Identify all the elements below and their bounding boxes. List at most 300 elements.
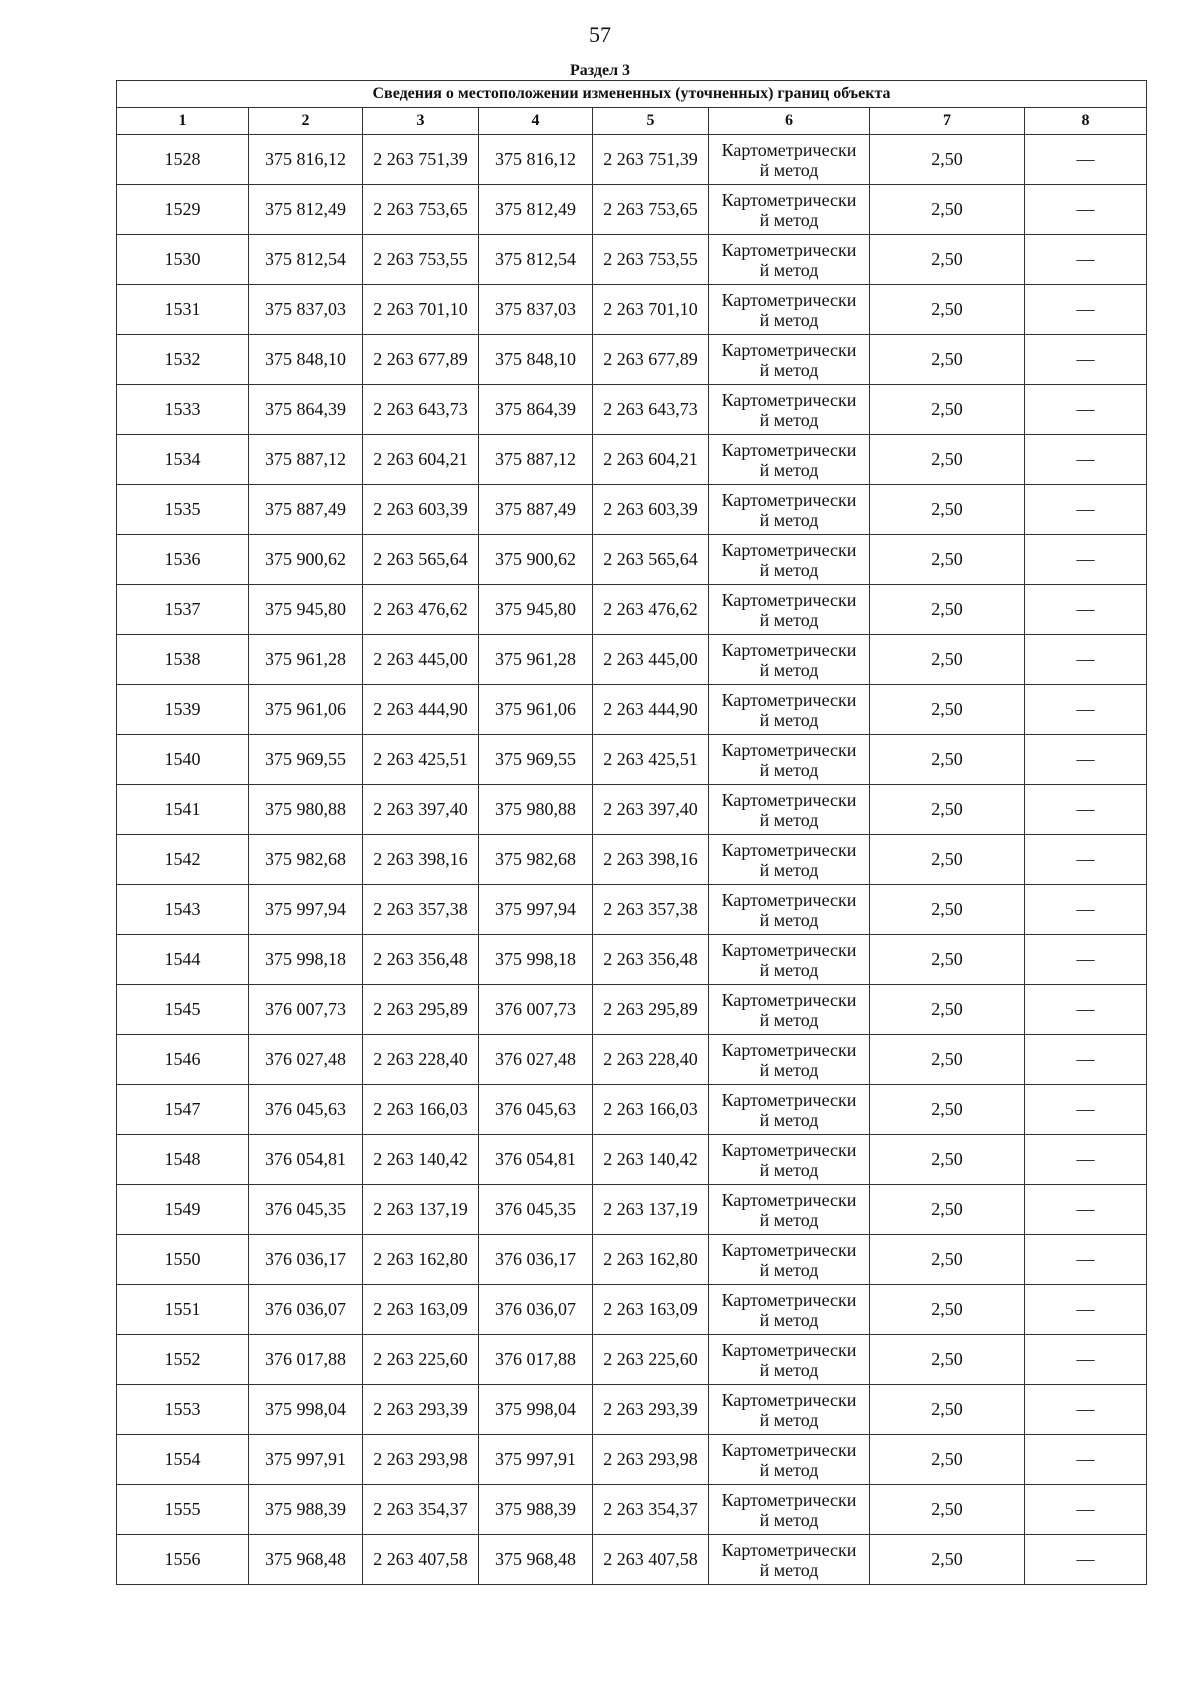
point-id-cell: 1535 (117, 485, 249, 535)
x-new-cell: 376 036,07 (479, 1285, 593, 1335)
method-cell (709, 1485, 870, 1535)
y-old-cell: 2 263 228,40 (363, 1035, 479, 1085)
x-new-cell: 375 812,49 (479, 185, 593, 235)
x-new-cell: 375 848,10 (479, 335, 593, 385)
y-old-cell: 2 263 293,98 (363, 1435, 479, 1485)
note-cell: — (1025, 635, 1147, 685)
y-new-cell: 2 263 753,55 (593, 235, 709, 285)
point-id-cell: 1528 (117, 135, 249, 185)
y-new-cell: 2 263 751,39 (593, 135, 709, 185)
x-new-cell: 375 980,88 (479, 785, 593, 835)
point-id-cell: 1533 (117, 385, 249, 435)
method-cell (709, 1335, 870, 1385)
table-caption: Сведения о местоположении измененных (уточненных) границ объекта (117, 81, 1147, 108)
y-new-cell: 2 263 425,51 (593, 735, 709, 785)
column-number-row (117, 108, 1147, 135)
x-new-cell: 375 864,39 (479, 385, 593, 435)
section-title: Раздел 3 (569, 62, 631, 79)
accuracy-cell: 2,50 (870, 1385, 1025, 1435)
method-text: Картометрически (721, 1339, 857, 1360)
table-row (117, 485, 1147, 535)
method-text: Картометрически (721, 689, 857, 710)
x-old-cell: 375 945,80 (249, 585, 363, 635)
x-old-cell: 375 997,91 (249, 1435, 363, 1485)
y-old-cell: 2 263 751,39 (363, 135, 479, 185)
column-number-4: 4 (479, 108, 593, 135)
y-new-cell: 2 263 293,98 (593, 1435, 709, 1485)
y-new-cell: 2 263 356,48 (593, 935, 709, 985)
method-cell (709, 1135, 870, 1185)
table-row (117, 335, 1147, 385)
y-old-cell: 2 263 565,64 (363, 535, 479, 585)
note-cell: — (1025, 135, 1147, 185)
x-old-cell: 376 036,07 (249, 1285, 363, 1335)
table-row (117, 1285, 1147, 1335)
x-new-cell: 376 027,48 (479, 1035, 593, 1085)
x-new-cell: 376 017,88 (479, 1335, 593, 1385)
method-text: Картометрически (721, 1089, 857, 1110)
y-new-cell: 2 263 444,90 (593, 685, 709, 735)
accuracy-cell: 2,50 (870, 1135, 1025, 1185)
method-text: Картометрически (721, 339, 857, 360)
x-new-cell: 375 998,18 (479, 935, 593, 985)
x-old-cell: 375 848,10 (249, 335, 363, 385)
x-old-cell: 375 998,18 (249, 935, 363, 985)
x-old-cell: 375 837,03 (249, 285, 363, 335)
point-id-cell: 1556 (117, 1535, 249, 1585)
accuracy-cell: 2,50 (870, 1485, 1025, 1535)
accuracy-cell: 2,50 (870, 485, 1025, 535)
method-text: й метод (759, 309, 819, 330)
method-text: Картометрически (721, 1289, 857, 1310)
y-new-cell: 2 263 407,58 (593, 1535, 709, 1585)
coordinates-table (116, 80, 1147, 1585)
x-old-cell: 375 812,49 (249, 185, 363, 235)
y-new-cell: 2 263 163,09 (593, 1285, 709, 1335)
note-cell: — (1025, 485, 1147, 535)
y-old-cell: 2 263 293,39 (363, 1385, 479, 1435)
method-text: й метод (759, 1259, 819, 1280)
note-cell: — (1025, 985, 1147, 1035)
method-text: Картометрически (721, 389, 857, 410)
y-new-cell: 2 263 166,03 (593, 1085, 709, 1135)
x-new-cell: 376 007,73 (479, 985, 593, 1035)
x-new-cell: 375 968,48 (479, 1535, 593, 1585)
y-old-cell: 2 263 354,37 (363, 1485, 479, 1535)
table-row (117, 785, 1147, 835)
accuracy-cell: 2,50 (870, 1535, 1025, 1585)
note-cell: — (1025, 585, 1147, 635)
table-row (117, 1385, 1147, 1435)
x-old-cell: 375 900,62 (249, 535, 363, 585)
y-new-cell: 2 263 398,16 (593, 835, 709, 885)
point-id-cell: 1554 (117, 1435, 249, 1485)
table-row (117, 1185, 1147, 1235)
x-new-cell: 375 961,06 (479, 685, 593, 735)
x-new-cell: 375 997,94 (479, 885, 593, 935)
method-cell (709, 135, 870, 185)
note-cell: — (1025, 935, 1147, 985)
method-text: й метод (759, 709, 819, 730)
point-id-cell: 1546 (117, 1035, 249, 1085)
accuracy-cell: 2,50 (870, 1085, 1025, 1135)
table-row (117, 685, 1147, 735)
x-new-cell: 375 812,54 (479, 235, 593, 285)
table-row (117, 235, 1147, 285)
x-new-cell: 375 900,62 (479, 535, 593, 585)
method-text: Картометрически (721, 439, 857, 460)
note-cell: — (1025, 1285, 1147, 1335)
method-text: й метод (759, 1209, 819, 1230)
method-cell (709, 635, 870, 685)
x-new-cell: 375 969,55 (479, 735, 593, 785)
method-text: Картометрически (721, 1139, 857, 1160)
y-old-cell: 2 263 604,21 (363, 435, 479, 485)
method-text: й метод (759, 1459, 819, 1480)
x-new-cell: 375 998,04 (479, 1385, 593, 1435)
y-new-cell: 2 263 604,21 (593, 435, 709, 485)
y-old-cell: 2 263 701,10 (363, 285, 479, 335)
method-text: й метод (759, 559, 819, 580)
accuracy-cell: 2,50 (870, 985, 1025, 1035)
table-row (117, 285, 1147, 335)
y-new-cell: 2 263 354,37 (593, 1485, 709, 1535)
y-new-cell: 2 263 357,38 (593, 885, 709, 935)
method-text: й метод (759, 259, 819, 280)
method-text: й метод (759, 1409, 819, 1430)
x-old-cell: 375 968,48 (249, 1535, 363, 1585)
y-old-cell: 2 263 476,62 (363, 585, 479, 635)
y-new-cell: 2 263 476,62 (593, 585, 709, 635)
table-row (117, 835, 1147, 885)
note-cell: — (1025, 435, 1147, 485)
y-new-cell: 2 263 140,42 (593, 1135, 709, 1185)
y-old-cell: 2 263 162,80 (363, 1235, 479, 1285)
x-old-cell: 376 007,73 (249, 985, 363, 1035)
point-id-cell: 1553 (117, 1385, 249, 1435)
method-text: й метод (759, 1009, 819, 1030)
method-text: Картометрически (721, 889, 857, 910)
point-id-cell: 1531 (117, 285, 249, 335)
y-old-cell: 2 263 225,60 (363, 1335, 479, 1385)
method-text: Картометрически (721, 789, 857, 810)
column-number-1: 1 (117, 108, 249, 135)
method-cell (709, 585, 870, 635)
column-number-2: 2 (249, 108, 363, 135)
method-text: й метод (759, 209, 819, 230)
method-text: й метод (759, 1109, 819, 1130)
x-new-cell: 375 945,80 (479, 585, 593, 635)
table-row (117, 735, 1147, 785)
method-text: й метод (759, 1509, 819, 1530)
table-row (117, 1135, 1147, 1185)
note-cell: — (1025, 1435, 1147, 1485)
accuracy-cell: 2,50 (870, 385, 1025, 435)
x-old-cell: 375 969,55 (249, 735, 363, 785)
table-row (117, 635, 1147, 685)
x-old-cell: 376 017,88 (249, 1335, 363, 1385)
y-old-cell: 2 263 295,89 (363, 985, 479, 1035)
method-text: Картометрически (721, 739, 857, 760)
method-text: Картометрически (721, 1189, 857, 1210)
method-text: Картометрически (721, 1239, 857, 1260)
note-cell: — (1025, 1085, 1147, 1135)
point-id-cell: 1540 (117, 735, 249, 785)
note-cell: — (1025, 535, 1147, 585)
table-row (117, 1435, 1147, 1485)
point-id-cell: 1537 (117, 585, 249, 635)
y-new-cell: 2 263 228,40 (593, 1035, 709, 1085)
note-cell: — (1025, 285, 1147, 335)
method-text: й метод (759, 859, 819, 880)
point-id-cell: 1542 (117, 835, 249, 885)
x-old-cell: 375 864,39 (249, 385, 363, 435)
x-old-cell: 375 887,49 (249, 485, 363, 535)
method-cell (709, 685, 870, 735)
table-row (117, 1235, 1147, 1285)
method-text: й метод (759, 509, 819, 530)
method-text: й метод (759, 609, 819, 630)
table-row (117, 385, 1147, 435)
y-old-cell: 2 263 357,38 (363, 885, 479, 935)
x-old-cell: 375 982,68 (249, 835, 363, 885)
table-row (117, 1485, 1147, 1535)
note-cell: — (1025, 235, 1147, 285)
y-new-cell: 2 263 225,60 (593, 1335, 709, 1385)
y-new-cell: 2 263 753,65 (593, 185, 709, 235)
x-new-cell: 375 988,39 (479, 1485, 593, 1535)
method-text: й метод (759, 1559, 819, 1580)
table-row (117, 585, 1147, 635)
table-row (117, 935, 1147, 985)
x-old-cell: 375 998,04 (249, 1385, 363, 1435)
x-old-cell: 375 816,12 (249, 135, 363, 185)
method-cell (709, 385, 870, 435)
method-cell (709, 435, 870, 485)
method-text: й метод (759, 1159, 819, 1180)
x-new-cell: 375 887,12 (479, 435, 593, 485)
y-new-cell: 2 263 293,39 (593, 1385, 709, 1435)
x-old-cell: 375 961,28 (249, 635, 363, 685)
method-cell (709, 335, 870, 385)
y-old-cell: 2 263 444,90 (363, 685, 479, 735)
method-text: Картометрически (721, 989, 857, 1010)
x-new-cell: 375 961,28 (479, 635, 593, 685)
x-new-cell: 375 887,49 (479, 485, 593, 535)
note-cell: — (1025, 1485, 1147, 1535)
x-old-cell: 375 988,39 (249, 1485, 363, 1535)
method-cell (709, 235, 870, 285)
y-old-cell: 2 263 643,73 (363, 385, 479, 435)
accuracy-cell: 2,50 (870, 835, 1025, 885)
y-old-cell: 2 263 445,00 (363, 635, 479, 685)
x-old-cell: 375 980,88 (249, 785, 363, 835)
note-cell: — (1025, 785, 1147, 835)
method-text: й метод (759, 1309, 819, 1330)
y-old-cell: 2 263 603,39 (363, 485, 479, 535)
table-body (117, 135, 1147, 1585)
table-row (117, 885, 1147, 935)
accuracy-cell: 2,50 (870, 1335, 1025, 1385)
x-new-cell: 376 045,35 (479, 1185, 593, 1235)
accuracy-cell: 2,50 (870, 585, 1025, 635)
accuracy-cell: 2,50 (870, 935, 1025, 985)
note-cell: — (1025, 1235, 1147, 1285)
accuracy-cell: 2,50 (870, 1435, 1025, 1485)
note-cell: — (1025, 735, 1147, 785)
x-new-cell: 375 997,91 (479, 1435, 593, 1485)
point-id-cell: 1539 (117, 685, 249, 735)
note-cell: — (1025, 885, 1147, 935)
page-number: 57 (589, 22, 611, 47)
method-cell (709, 185, 870, 235)
note-cell: — (1025, 185, 1147, 235)
accuracy-cell: 2,50 (870, 135, 1025, 185)
y-new-cell: 2 263 677,89 (593, 335, 709, 385)
x-old-cell: 376 027,48 (249, 1035, 363, 1085)
x-old-cell: 375 997,94 (249, 885, 363, 935)
accuracy-cell: 2,50 (870, 785, 1025, 835)
method-cell (709, 735, 870, 785)
y-old-cell: 2 263 398,16 (363, 835, 479, 885)
x-old-cell: 375 812,54 (249, 235, 363, 285)
method-cell (709, 285, 870, 335)
y-old-cell: 2 263 753,65 (363, 185, 479, 235)
note-cell: — (1025, 685, 1147, 735)
method-text: Картометрически (721, 839, 857, 860)
column-number-5: 5 (593, 108, 709, 135)
accuracy-cell: 2,50 (870, 185, 1025, 235)
point-id-cell: 1552 (117, 1335, 249, 1385)
method-cell (709, 1385, 870, 1435)
y-old-cell: 2 263 166,03 (363, 1085, 479, 1135)
note-cell: — (1025, 385, 1147, 435)
method-text: й метод (759, 809, 819, 830)
point-id-cell: 1538 (117, 635, 249, 685)
y-old-cell: 2 263 137,19 (363, 1185, 479, 1235)
x-new-cell: 376 036,17 (479, 1235, 593, 1285)
x-new-cell: 375 982,68 (479, 835, 593, 885)
y-new-cell: 2 263 565,64 (593, 535, 709, 585)
x-old-cell: 376 036,17 (249, 1235, 363, 1285)
method-cell (709, 535, 870, 585)
note-cell: — (1025, 1035, 1147, 1085)
note-cell: — (1025, 1535, 1147, 1585)
point-id-cell: 1547 (117, 1085, 249, 1135)
method-text: Картометрически (721, 1389, 857, 1410)
method-text: Картометрически (721, 639, 857, 660)
x-old-cell: 375 887,12 (249, 435, 363, 485)
method-cell (709, 1435, 870, 1485)
table-row (117, 1335, 1147, 1385)
y-new-cell: 2 263 137,19 (593, 1185, 709, 1235)
y-new-cell: 2 263 295,89 (593, 985, 709, 1035)
point-id-cell: 1555 (117, 1485, 249, 1535)
table-row (117, 185, 1147, 235)
point-id-cell: 1549 (117, 1185, 249, 1235)
table-row (117, 1085, 1147, 1135)
y-old-cell: 2 263 753,55 (363, 235, 479, 285)
method-text: Картометрически (721, 589, 857, 610)
column-number-3: 3 (363, 108, 479, 135)
method-text: й метод (759, 659, 819, 680)
y-old-cell: 2 263 425,51 (363, 735, 479, 785)
note-cell: — (1025, 835, 1147, 885)
method-cell (709, 985, 870, 1035)
table-row (117, 1535, 1147, 1585)
method-cell (709, 1035, 870, 1085)
y-new-cell: 2 263 643,73 (593, 385, 709, 435)
y-old-cell: 2 263 140,42 (363, 1135, 479, 1185)
method-cell (709, 785, 870, 835)
method-text: Картометрически (721, 539, 857, 560)
method-text: й метод (759, 1359, 819, 1380)
x-old-cell: 375 961,06 (249, 685, 363, 735)
point-id-cell: 1551 (117, 1285, 249, 1335)
method-cell (709, 935, 870, 985)
y-new-cell: 2 263 162,80 (593, 1235, 709, 1285)
accuracy-cell: 2,50 (870, 1035, 1025, 1085)
accuracy-cell: 2,50 (870, 735, 1025, 785)
method-text: й метод (759, 759, 819, 780)
accuracy-cell: 2,50 (870, 1235, 1025, 1285)
y-old-cell: 2 263 397,40 (363, 785, 479, 835)
point-id-cell: 1544 (117, 935, 249, 985)
accuracy-cell: 2,50 (870, 335, 1025, 385)
method-text: й метод (759, 909, 819, 930)
column-number-8: 8 (1025, 108, 1147, 135)
y-new-cell: 2 263 603,39 (593, 485, 709, 535)
x-old-cell: 376 054,81 (249, 1135, 363, 1185)
point-id-cell: 1534 (117, 435, 249, 485)
point-id-cell: 1550 (117, 1235, 249, 1285)
point-id-cell: 1545 (117, 985, 249, 1035)
method-text: Картометрически (721, 1539, 857, 1560)
method-cell (709, 835, 870, 885)
method-text: й метод (759, 409, 819, 430)
note-cell: — (1025, 1185, 1147, 1235)
x-new-cell: 375 816,12 (479, 135, 593, 185)
y-old-cell: 2 263 356,48 (363, 935, 479, 985)
x-new-cell: 375 837,03 (479, 285, 593, 335)
note-cell: — (1025, 1135, 1147, 1185)
note-cell: — (1025, 1335, 1147, 1385)
x-new-cell: 376 054,81 (479, 1135, 593, 1185)
y-old-cell: 2 263 407,58 (363, 1535, 479, 1585)
point-id-cell: 1536 (117, 535, 249, 585)
column-number-6: 6 (709, 108, 870, 135)
point-id-cell: 1543 (117, 885, 249, 935)
method-text: й метод (759, 1059, 819, 1080)
x-old-cell: 376 045,63 (249, 1085, 363, 1135)
note-cell: — (1025, 1385, 1147, 1435)
table-row (117, 1035, 1147, 1085)
method-cell (709, 885, 870, 935)
y-new-cell: 2 263 445,00 (593, 635, 709, 685)
method-cell (709, 1085, 870, 1135)
accuracy-cell: 2,50 (870, 1285, 1025, 1335)
table-row (117, 135, 1147, 185)
table-row (117, 435, 1147, 485)
method-text: Картометрически (721, 139, 857, 160)
method-text: Картометрически (721, 1489, 857, 1510)
method-text: Картометрически (721, 239, 857, 260)
method-text: Картометрически (721, 489, 857, 510)
accuracy-cell: 2,50 (870, 535, 1025, 585)
table-row (117, 535, 1147, 585)
accuracy-cell: 2,50 (870, 635, 1025, 685)
note-cell: — (1025, 335, 1147, 385)
